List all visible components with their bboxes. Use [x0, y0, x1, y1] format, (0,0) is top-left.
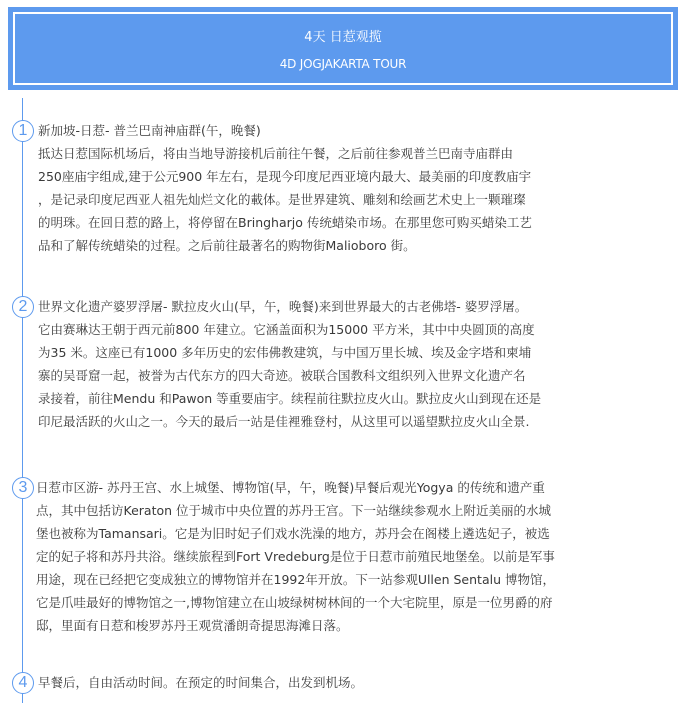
tour-header-banner	[8, 7, 678, 90]
day-4-itinerary	[38, 671, 598, 694]
day-1-line: 250座庙宇组成,建于公元900 年左右，是现今印度尼西亚境内最大、最美丽的印度教庙宇	[38, 169, 532, 184]
day-1-line: 品和了解传统蜡染的过程。之后前往最著名的购物街Malioboro 街。	[38, 238, 416, 253]
day-1-itinerary	[38, 119, 598, 257]
day-4-heading: 早餐后，自由活动时间。在预定的时间集合，出发到机场。	[38, 675, 364, 690]
day-2-line: 为35 米。这座已有1000 多年历史的宏伟佛教建筑，与中国万里长城、埃及金字塔和柬埔	[38, 345, 532, 360]
day-3-line: 定的妃子将和苏丹共浴。继续旅程到Fort Vredeburg是位于日惹市前殖民地堡垒。以前是军事	[36, 549, 555, 564]
day-2-line: 录接着，前往Mendu 和Pawon 等重要庙宇。续程前往默拉皮火山。默拉皮火山到现在还是	[38, 391, 542, 406]
day-3-line: 堡也被称为Tamansari。它是为旧时妃子们戏水洗澡的地方，苏丹会在阁楼上遴选妃子，被选	[36, 526, 550, 541]
day-2-itinerary	[38, 295, 598, 433]
tour-subtitle: 4D JOGJAKARTA TOUR	[279, 57, 407, 71]
day-2-line: 寨的吴哥窟一起，被誉为古代东方的四大奇迹。被联合国教科文组织列入世界文化遗产名	[38, 368, 526, 383]
day-2-line: 它由赛琳达王朝于西元前800 年建立。它涵盖面积为15000 平方米，其中中央圆顶的高度	[38, 322, 535, 337]
tour-title: 4天 日惹观揽	[304, 30, 382, 45]
day-2-heading: 世界文化遗产婆罗浮屠- 默拉皮火山(早，午，晚餐)来到世界最大的古老佛塔- 婆罗浮屠。	[38, 299, 528, 314]
day-4-number-badge: 4	[12, 672, 34, 694]
day-2-line: 印尼最活跃的火山之一。今天的最后一站是佳裡雅登村，从这里可以遥望默拉皮火山全景.	[38, 414, 530, 429]
day-1-line: 的明珠。在回日惹的路上，将停留在Bringharjo 传统蜡染市场。在那里您可购买蜡染工艺	[38, 215, 532, 230]
timeline-line	[22, 98, 23, 703]
day-3-itinerary	[36, 476, 596, 637]
day-3-line: 邸，里面有日惹和梭罗苏丹王观赏潘朗奇提思海滩日落。	[36, 618, 349, 633]
day-1-line: 抵达日惹国际机场后，将由当地导游接机后前往午餐，之后前往参观普兰巴南寺庙群由	[38, 146, 514, 161]
day-3-line: 点，其中包括访Keraton 位于城市中央位置的苏丹王宫。下一站继续参观水上附近美丽的水城	[36, 503, 552, 518]
header-inner-frame	[13, 12, 673, 85]
day-1-line: ，是记录印度尼西亚人祖先灿烂文化的載体。是世界建筑、雕刻和绘画艺术史上一颗璀璨	[38, 192, 526, 207]
day-3-heading: 日惹市区游- 苏丹王宫、水上城堡、博物馆(早，午，晚餐)早餐后观光Yogya 的传统和遗产重	[36, 480, 545, 495]
day-1-number-badge: 1	[12, 120, 34, 142]
day-3-line: 它是爪哇最好的博物馆之一,博物馆建立在山坡绿树树林间的一个大宅院里，原是一位男爵的府	[36, 595, 553, 610]
day-3-line: 用途，现在已经把它变成独立的博物馆并在1992年开放。下一站参观Ullen Sentalu 博物馆，	[36, 572, 555, 587]
day-3-number-badge: 3	[12, 477, 34, 499]
day-1-heading: 新加坡-日惹- 普兰巴南神庙群(午，晚餐)	[38, 123, 261, 138]
day-2-number-badge: 2	[12, 296, 34, 318]
